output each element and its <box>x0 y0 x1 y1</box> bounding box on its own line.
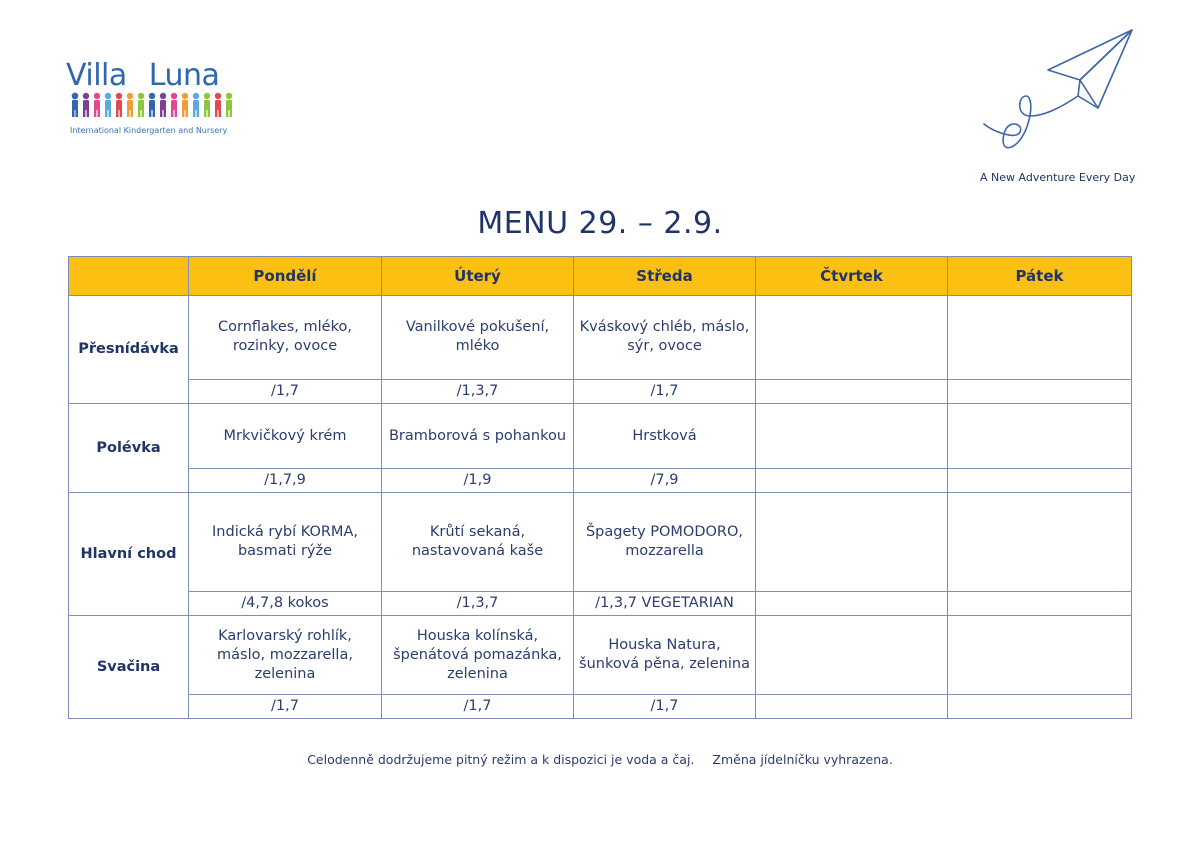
allergen-cell: /1,3,7 <box>382 592 574 616</box>
dish-cell: Hrstková <box>574 404 756 469</box>
allergen-cell: /4,7,8 kokos <box>189 592 382 616</box>
table-row <box>69 404 1132 469</box>
dish-cell <box>948 404 1132 469</box>
allergen-cell <box>948 379 1132 403</box>
paper-plane-icon <box>980 28 1140 163</box>
children-figures-icon <box>70 92 240 120</box>
dish-cell: Bramborová s pohankou <box>382 404 574 469</box>
dish-cell <box>756 616 948 695</box>
dish-cell: Indická rybí KORMA, basmati rýže <box>189 493 382 592</box>
meal-label: Polévka <box>69 404 189 493</box>
allergen-cell: /1,7,9 <box>189 469 382 493</box>
allergen-cell: /1,9 <box>382 469 574 493</box>
allergen-row <box>69 469 1132 493</box>
table-header-row <box>69 257 1132 296</box>
allergen-cell: /1,7 <box>189 695 382 719</box>
corner-cell <box>69 257 189 296</box>
logo-wordmark: Villa Luna <box>66 58 220 93</box>
dish-cell <box>756 296 948 380</box>
allergen-row <box>69 592 1132 616</box>
dish-cell: Houska kolínská, špenátová pomazánka, zelenina <box>382 616 574 695</box>
allergen-cell: /1,3,7 VEGETARIAN <box>574 592 756 616</box>
allergen-cell <box>948 695 1132 719</box>
allergen-cell: /1,3,7 <box>382 379 574 403</box>
dish-cell <box>948 296 1132 380</box>
allergen-row <box>69 379 1132 403</box>
allergen-cell: /1,7 <box>189 379 382 403</box>
day-wednesday: Středa <box>574 257 756 296</box>
allergen-cell: /1,7 <box>382 695 574 719</box>
allergen-cell: /7,9 <box>574 469 756 493</box>
dish-cell <box>756 493 948 592</box>
allergen-cell <box>756 379 948 403</box>
dish-cell: Karlovarský rohlík, máslo, mozzarella, zelenina <box>189 616 382 695</box>
day-friday: Pátek <box>948 257 1132 296</box>
dish-cell: Krůtí sekaná, nastavovaná kaše <box>382 493 574 592</box>
footer-drinking-note: Celodenně dodržujeme pitný režim a k dispozici je voda a čaj. <box>307 752 695 767</box>
allergen-cell <box>948 592 1132 616</box>
dish-cell: Vanilkové pokušení, mléko <box>382 296 574 380</box>
footer-note <box>0 752 1200 767</box>
dish-cell: Kváskový chléb, máslo, sýr, ovoce <box>574 296 756 380</box>
dish-cell: Mrkvičkový krém <box>189 404 382 469</box>
day-tuesday: Úterý <box>382 257 574 296</box>
allergen-cell: /1,7 <box>574 695 756 719</box>
dish-cell <box>948 493 1132 592</box>
menu-table <box>68 256 1132 719</box>
allergen-cell <box>756 695 948 719</box>
villa-luna-logo <box>66 44 246 140</box>
logo-subtitle: International Kindergarten and Nursery <box>70 126 228 135</box>
allergen-cell <box>756 592 948 616</box>
tagline: A New Adventure Every Day <box>980 171 1136 184</box>
page-title: MENU 29. – 2.9. <box>477 206 723 241</box>
meal-label: Svačina <box>69 616 189 719</box>
dish-cell: Houska Natura, šunková pěna, zelenina <box>574 616 756 695</box>
table-row <box>69 296 1132 380</box>
meal-label: Přesnídávka <box>69 296 189 404</box>
allergen-row <box>69 695 1132 719</box>
dish-cell: Špagety POMODORO, mozzarella <box>574 493 756 592</box>
table-row <box>69 616 1132 695</box>
table-row <box>69 493 1132 592</box>
allergen-cell <box>756 469 948 493</box>
dish-cell <box>756 404 948 469</box>
day-monday: Pondělí <box>189 257 382 296</box>
allergen-cell: /1,7 <box>574 379 756 403</box>
day-thursday: Čtvrtek <box>756 257 948 296</box>
dish-cell <box>948 616 1132 695</box>
meal-label: Hlavní chod <box>69 493 189 616</box>
dish-cell: Cornflakes, mléko, rozinky, ovoce <box>189 296 382 380</box>
allergen-cell <box>948 469 1132 493</box>
footer-change-note: Změna jídelníčku vyhrazena. <box>712 752 893 767</box>
